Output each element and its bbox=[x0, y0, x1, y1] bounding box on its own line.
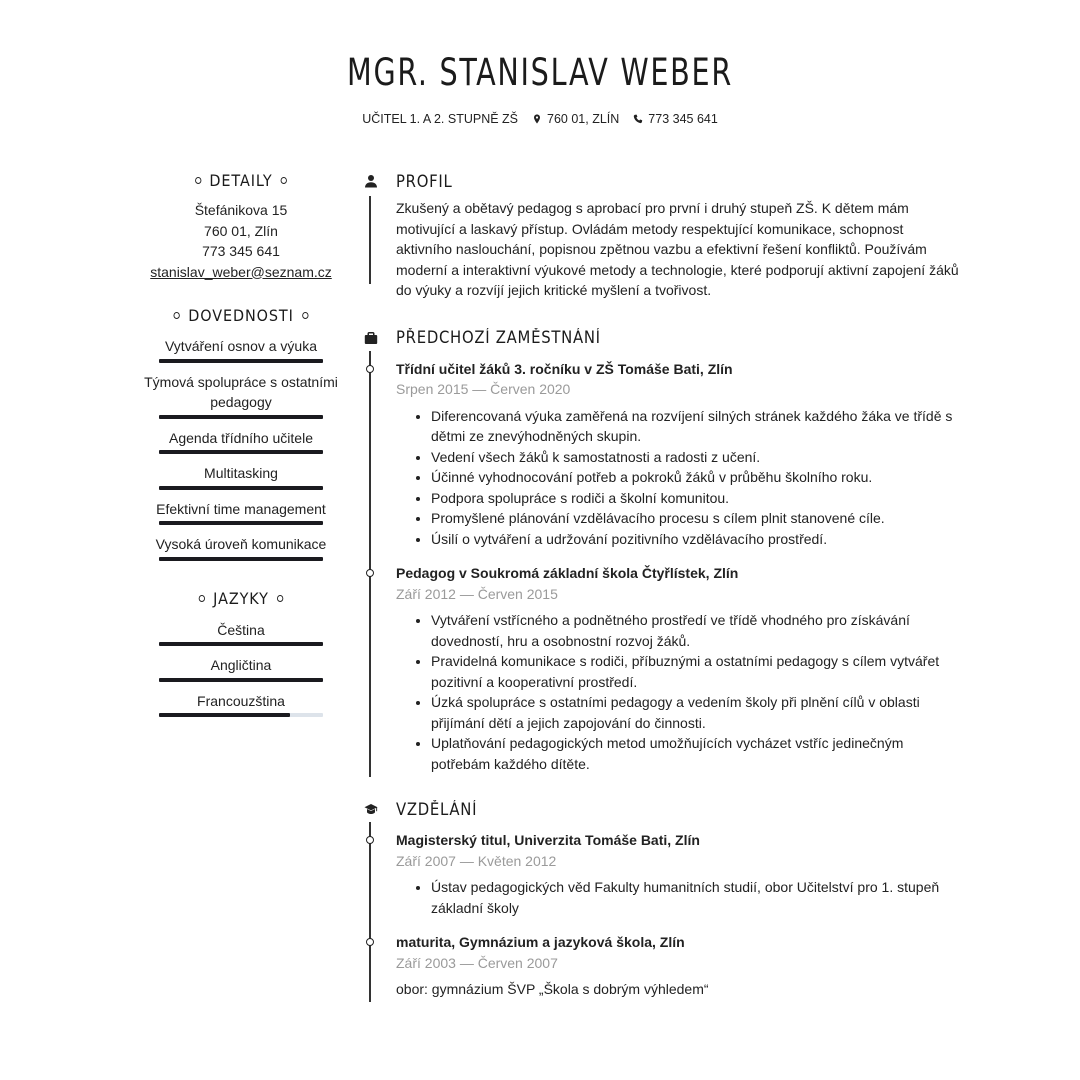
job-title: UČITEL 1. A 2. STUPNĚ ZŠ bbox=[362, 112, 519, 126]
timeline-line bbox=[369, 196, 371, 284]
language-level-fill bbox=[159, 642, 323, 646]
skill-level-fill bbox=[159, 521, 323, 525]
languages-heading-text: JAZYKY bbox=[213, 589, 269, 608]
timeline-dot-icon bbox=[366, 365, 374, 373]
language-level-bar bbox=[159, 713, 323, 717]
skills-heading-text: DOVEDNOSTI bbox=[188, 305, 294, 325]
map-pin-icon bbox=[532, 114, 542, 124]
skill-label: Efektivní time management bbox=[156, 500, 326, 517]
bullet-item: • Podpora spolupráce s rodiči a školní komunitou. bbox=[431, 488, 960, 509]
bullet-item: • Úzká spolupráce s ostatními pedagogy a vedením školy při plnění cílů v oblasti přijímání dětí a jejich zapojování do činnosti. bbox=[431, 692, 960, 733]
skill-item bbox=[140, 499, 342, 526]
language-level-bar bbox=[159, 642, 323, 646]
entry-title: Pedagog v Soukromá základní škola Čtyřlístek, Zlín bbox=[396, 565, 739, 581]
education-section-header bbox=[360, 796, 960, 822]
skill-label: Agenda třídního učitele bbox=[169, 429, 313, 446]
candidate-name: MGR. STANISLAV WEBER bbox=[347, 51, 733, 94]
heading-dot-icon bbox=[281, 177, 287, 184]
person-icon bbox=[361, 171, 381, 191]
skill-level-bar bbox=[159, 450, 323, 454]
employment-section bbox=[360, 325, 960, 775]
heading-dot-icon bbox=[199, 595, 205, 602]
education-title: VZDĚLÁNÍ bbox=[396, 799, 478, 819]
skill-level-fill bbox=[159, 486, 323, 490]
skill-label: Multitasking bbox=[204, 465, 278, 481]
entry-title: Třídní učitel žáků 3. ročníku v ZŠ Tomáše Bati, Zlín bbox=[396, 360, 733, 377]
bullet-item: • Účinné vyhodnocování potřeb a pokroků žáků v průběhu školního roku. bbox=[431, 467, 960, 488]
language-item bbox=[140, 691, 342, 718]
details-street: Štefánikova 15 bbox=[194, 202, 288, 218]
briefcase-icon bbox=[361, 328, 381, 348]
languages-list bbox=[140, 620, 342, 718]
timeline-dot-icon bbox=[366, 836, 374, 844]
sidebar bbox=[140, 168, 342, 717]
profile-section-header bbox=[360, 168, 960, 194]
profile-text: Zkušený a obětavý pedagog s aprobací pro první i druhý stupeň ZŠ. K dětem mám motivující a laskavý přístup. Ovládám metody respektující komunikace, schopnost aktivního naslouchání, popisnou zpětnou vazbu a efektivní řešení konfliktů. Používám moderní a interaktivní výukové metody a technologie, které podporují aktivní zapojení žáků do výuky a rozvíjí jejich kritické myšlení a tvořivost. bbox=[396, 200, 959, 298]
skill-item bbox=[140, 372, 342, 419]
bullet-item: • Vytváření vstřícného a podnětného prostředí ve třídě vhodného pro získávání dovedností, hru a osobnostní rozvoj žáků. bbox=[431, 610, 960, 651]
heading-dot-icon bbox=[174, 312, 180, 319]
timeline-entry bbox=[396, 359, 960, 550]
main-content bbox=[360, 168, 960, 1000]
timeline-entry bbox=[396, 563, 960, 774]
profile-title: PROFIL bbox=[396, 171, 453, 191]
bullet-list bbox=[396, 406, 960, 550]
skill-item bbox=[140, 534, 342, 561]
language-level-fill bbox=[159, 713, 290, 717]
skill-level-bar bbox=[159, 521, 323, 525]
skill-level-bar bbox=[159, 557, 323, 561]
language-level-bar bbox=[159, 678, 323, 682]
header-phone bbox=[633, 112, 718, 126]
bullet-item: • Promyšlené plánování vzdělávacího procesu s cílem plnit stanovené cíle. bbox=[431, 508, 960, 529]
profile-section bbox=[360, 168, 960, 301]
skill-level-bar bbox=[159, 486, 323, 490]
header-contact-line bbox=[0, 112, 1080, 126]
skill-level-fill bbox=[159, 415, 323, 419]
details-phone: 773 345 641 bbox=[202, 243, 280, 259]
phone-icon bbox=[633, 114, 643, 124]
bullet-item: • Vedení všech žáků k samostatnosti a radosti z učení. bbox=[431, 447, 960, 468]
heading-dot-icon bbox=[277, 595, 283, 602]
entry-title: Magisterský titul, Univerzita Tomáše Bati, Zlín bbox=[396, 832, 700, 848]
bullet-item: • Uplatňování pedagogických metod umožňujících vycházet vstříc jedinečným potřebám každého dítěte. bbox=[431, 733, 960, 774]
language-label: Čeština bbox=[217, 621, 265, 638]
entry-date: Září 2007 — Květen 2012 bbox=[396, 852, 557, 869]
skill-item bbox=[140, 463, 342, 490]
header-phone-text: 773 345 641 bbox=[648, 112, 718, 126]
heading-dot-icon bbox=[302, 312, 308, 319]
resume-header bbox=[0, 52, 1080, 126]
header-location-text: 760 01, ZLÍN bbox=[547, 112, 620, 126]
entry-date: Září 2003 — Červen 2007 bbox=[396, 954, 558, 971]
bullet-item: • Diferencovaná výuka zaměřená na rozvíjení silných stránek každého žáka ve třídě s dětmi ze znevýhodněných skupin. bbox=[431, 406, 960, 447]
bullet-item: • Pravidelná komunikace s rodiči, příbuznými a ostatními pedagogy s cílem vytvářet pozitivní a kooperativní prostředí. bbox=[431, 651, 960, 692]
skill-item bbox=[140, 428, 342, 455]
timeline-dot-icon bbox=[366, 569, 374, 577]
heading-dot-icon bbox=[195, 177, 201, 184]
skill-item bbox=[140, 336, 342, 363]
skill-label: Vysoká úroveň komunikace bbox=[155, 536, 327, 552]
entry-date: Září 2012 — Červen 2015 bbox=[396, 585, 558, 602]
education-section bbox=[360, 796, 960, 1000]
skill-level-bar bbox=[159, 359, 323, 363]
language-label: Francouzština bbox=[197, 692, 285, 709]
language-item bbox=[140, 620, 342, 647]
skills-heading bbox=[150, 303, 332, 327]
employment-title: PŘEDCHOZÍ ZAMĚSTNÁNÍ bbox=[396, 328, 601, 347]
details-email-link[interactable]: stanislav_weber@seznam.cz bbox=[150, 263, 332, 280]
timeline-line bbox=[369, 351, 371, 777]
details-city: 760 01, Zlín bbox=[204, 222, 278, 239]
timeline-line bbox=[369, 822, 371, 1002]
timeline-entry bbox=[396, 830, 960, 918]
bullet-list bbox=[396, 610, 960, 774]
details-block bbox=[140, 200, 342, 282]
skill-level-fill bbox=[159, 359, 323, 363]
bullet-item: • Ústav pedagogických věd Fakulty humanitních studií, obor Učitelství pro 1. stupeň základní školy bbox=[431, 877, 960, 918]
entry-note: obor: gymnázium ŠVP „Škola s dobrým výhledem“ bbox=[396, 981, 709, 997]
bullet-list bbox=[396, 877, 960, 918]
skill-level-fill bbox=[159, 557, 323, 561]
skills-list bbox=[140, 336, 342, 561]
language-item bbox=[140, 655, 342, 682]
language-level-fill bbox=[159, 678, 323, 682]
timeline-entry bbox=[396, 932, 960, 1000]
languages-heading bbox=[150, 587, 332, 611]
graduation-cap-icon bbox=[361, 799, 381, 819]
language-label: Angličtina bbox=[210, 657, 272, 673]
timeline-dot-icon bbox=[366, 938, 374, 946]
entry-title: maturita, Gymnázium a jazyková škola, Zlín bbox=[396, 934, 685, 950]
skill-label: Vytváření osnov a výuka bbox=[164, 338, 317, 354]
header-location bbox=[532, 112, 619, 126]
entry-date: Srpen 2015 — Červen 2020 bbox=[396, 381, 571, 397]
skill-level-bar bbox=[159, 415, 323, 419]
bullet-item: • Úsilí o vytváření a udržování pozitivního vzdělávacího prostředí. bbox=[431, 529, 960, 550]
skill-level-fill bbox=[159, 450, 323, 454]
skill-label: Týmová spolupráce s ostatními pedagogy bbox=[144, 373, 338, 410]
details-heading bbox=[150, 168, 332, 192]
employment-section-header bbox=[360, 325, 960, 351]
details-heading-text: DETAILY bbox=[209, 170, 273, 190]
